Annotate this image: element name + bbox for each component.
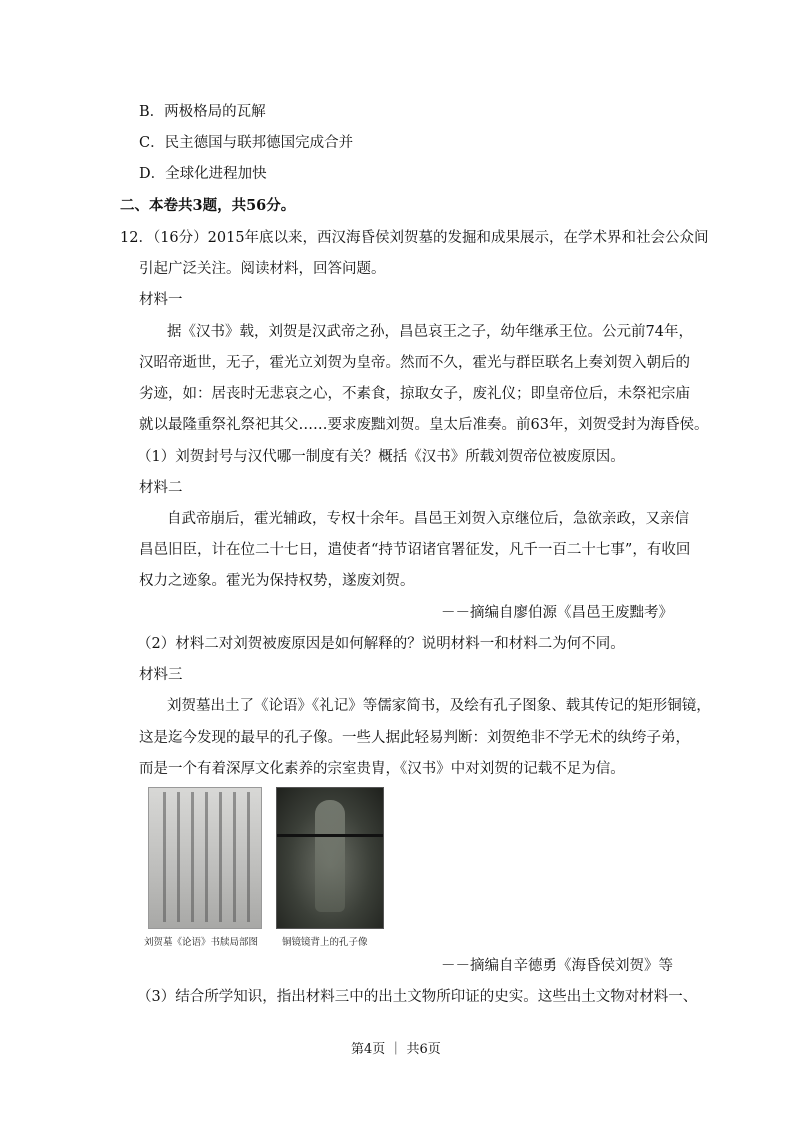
sub-question-1: （1）刘贺封号与汉代哪一制度有关？概括《汉书》所载刘贺帝位被废原因。 <box>137 449 625 465</box>
material-1-text: 就以最隆重祭礼祭祀其父……要求废黜刘贺。皇太后准奏。前63年，刘贺受封为海昏侯。 <box>139 417 709 433</box>
material-2-text: 权力之迹象。霍光为保持权势，遂废刘贺。 <box>139 573 415 589</box>
material-3-title: 材料三 <box>139 667 183 683</box>
material-2-text: 昌邑旧臣，计在位二十七日，遣使者“持节诏诸官署征发，凡千一百二十七事”，有收回 <box>139 542 691 558</box>
material-3-source: －－摘编自辛德勇《海昏侯刘贺》等 <box>441 958 673 974</box>
sub-question-3: （3）结合所学知识，指出材料三中的出土文物所印证的史实。这些出土文物对材料一、 <box>137 989 698 1005</box>
option-c: C．民主德国与联邦德国完成合并 <box>139 135 354 151</box>
page-footer: 第4页 ｜ 共6页 <box>351 1042 441 1057</box>
material-2-text: 自武帝崩后，霍光辅政，专权十余年。昌邑王刘贺入京继位后，急欲亲政，又亲信 <box>167 511 689 527</box>
material-3-figures <box>144 787 382 948</box>
material-2-source: －－摘编自廖伯源《昌邑王废黜考》 <box>441 605 673 621</box>
bronze-mirror-photo <box>276 787 384 929</box>
material-1-text: 据《汉书》载，刘贺是汉武帝之孙，昌邑哀王之子，幼年继承王位。公元前74年， <box>167 324 693 340</box>
figure-caption-left: 刘贺墓《论语》书牍局部图 <box>144 937 259 948</box>
material-1-text: 劣迹，如：居丧时无悲哀之心，不素食，掠取女子，废礼仪；即皇帝位后，未祭祀宗庙 <box>139 386 690 402</box>
option-b: B．两极格局的瓦解 <box>139 104 266 120</box>
material-2-title: 材料二 <box>139 480 183 496</box>
option-d: D．全球化进程加快 <box>139 166 267 182</box>
question-12-stem-line1: 12．（16分）2015年底以来，西汉海昏侯刘贺墓的发掘和成果展示，在学术界和社会公众间 <box>120 230 709 246</box>
bamboo-slip-photo <box>148 787 262 929</box>
sub-question-2: （2）材料二对刘贺被废原因是如何解释的？说明材料一和材料二为何不同。 <box>137 636 625 652</box>
material-3-text: 刘贺墓出土了《论语》《礼记》等儒家简书，及绘有孔子图象、载其传记的矩形铜镜， <box>167 698 711 714</box>
material-3-text: 这是迄今发现的最早的孔子像。一些人据此轻易判断：刘贺绝非不学无术的纨绔子弟， <box>139 730 690 746</box>
question-12-stem-line2: 引起广泛关注。阅读材料，回答问题。 <box>139 261 386 277</box>
material-1-title: 材料一 <box>139 292 183 308</box>
material-3-text: 而是一个有着深厚文化素养的宗室贵胄，《汉书》中对刘贺的记载不足为信。 <box>139 761 625 777</box>
material-1-text: 汉昭帝逝世，无子，霍光立刘贺为皇帝。然而不久，霍光与群臣联名上奏刘贺入朝后的 <box>139 355 690 371</box>
section-heading: 二、本卷共3题，共56分。 <box>120 197 296 214</box>
figure-caption-right: 铜镜镜背上的孔子像 <box>282 937 368 948</box>
